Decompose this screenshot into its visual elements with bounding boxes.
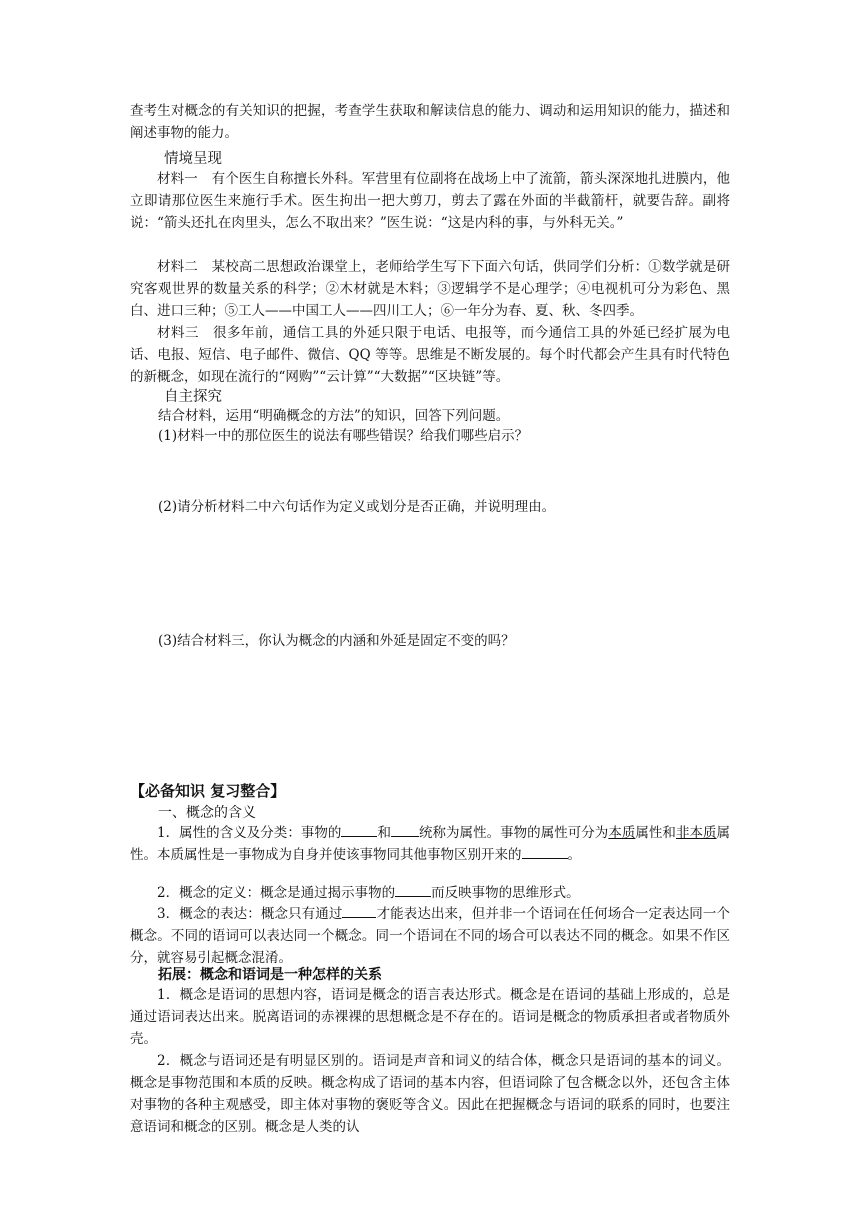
material-1-text: 有个医生自称擅长外科。军营里有位副将在战场上中了流箭，箭头深深地扎进膜内，他立即请那位医生来施行手术。医生拘出一把大剪刀，剪去了露在外面的半截箭杆，就要告辞。副将说：“箭头还扎在肉里头，怎么不取出来？”医生说：“这是内科的事，与外科无关。”: [130, 171, 731, 231]
material-3-label: 材料三: [157, 325, 199, 341]
item3-text-a: 3．概念的表达：概念只有通过: [157, 906, 343, 922]
knowledge-item-1: [130, 822, 730, 866]
blank-1c[interactable]: [522, 844, 568, 859]
item2-text-a: 2．概念的定义：概念是通过揭示事物的: [157, 885, 396, 901]
explore-prompt: 结合材料，运用“明确概念的方法”的知识，回答下列问题。: [158, 408, 510, 424]
knowledge-item-3: [130, 903, 730, 969]
material-2: [130, 256, 730, 322]
knowledge-item-2: [130, 882, 730, 904]
material-2-text: 某校高二思想政治课堂上，老师给学生写下下面六句话，供同学们分析：①数学就是研究客观世界的数量关系的科学；②木材就是木料；③逻辑学不是心理学；④电视机可分为彩色、黑白、进口三种；⑤工人——中国工人——四川工人；⑥一年分为春、夏、秋、冬四季。: [130, 259, 731, 319]
item1-essential: 本质: [608, 825, 636, 841]
blank-1a[interactable]: [341, 822, 377, 837]
material-1: [130, 168, 730, 234]
item1-text-c: 统称为属性。事物的属性可分为: [418, 825, 609, 841]
item3-text-b: 才能表达出来，但并非一个语词在任何场合一定表达同一个概念。不同的语词可以表达同一个概念。同一个语词在不同的场合可以表达不同的概念。如果不作区分，就容易引起概念混淆。: [130, 906, 731, 966]
item1-text-b: 和: [377, 825, 391, 841]
blank-1b[interactable]: [391, 822, 419, 837]
extension-heading: 拓展：概念和语词是一种怎样的关系: [158, 967, 382, 983]
material-2-label: 材料二: [157, 259, 198, 275]
question-2: (2)请分析材料二中六句话作为定义或划分是否正确，并说明理由。: [158, 499, 556, 515]
section-1-heading: 一、概念的含义: [158, 805, 256, 821]
item1-text-f: 。: [567, 847, 581, 863]
material-3-text: 很多年前，通信工具的外延只限于电话、电报等，而今通信工具的外延已经扩展为电话、电报、短信、电子邮件、微信、QQ 等等。思维是不断发展的。每个时代都会产生具有时代特色的新概念，如现在流行的“网购”“云计算”“大数据”“区块链”等。: [130, 325, 731, 385]
item1-text-e: 属性。本质属性是一事物成为自身并使该事物同其他事物区别开来的: [130, 825, 731, 863]
blank-2[interactable]: [395, 882, 431, 897]
question-1: (1)材料一中的那位医生的说法有哪些错误？给我们哪些启示？: [158, 428, 529, 444]
item1-text-d: 属性和: [635, 825, 676, 841]
item1-nonessential: 非本质: [675, 825, 717, 841]
extension-paragraph-2: 2．概念与语词还是有明显区别的。语词是声音和词义的结合体，概念只是语词的基本的词义。概念是事物范围和本质的反映。概念构成了语词的基本内容，但语词除了包含概念以外，还包含主体对事物的各种主观感受，即主体对事物的褒贬等含义。因此在把握概念与语词的联系的同时，也要注意语词和概念的区别。概念是人类的认: [130, 1053, 730, 1135]
item1-text-a: 1．属性的含义及分类：事物的: [157, 825, 342, 841]
knowledge-heading: 【必备知识 复习整合】: [130, 782, 286, 800]
situation-heading: 情境呈现: [164, 151, 222, 167]
material-1-label: 材料一: [157, 171, 198, 187]
extension-paragraph-1: 1．概念是语词的思想内容，语词是概念的语言表达形式。概念是在语词的基础上形成的，总是通过语词表达出来。脱离语词的赤裸裸的思想概念是不存在的。语词是概念的物质承担者或者物质外壳。: [130, 987, 730, 1047]
question-3: (3)结合材料三，你认为概念的内涵和外延是固定不变的吗？: [158, 633, 515, 649]
item2-text-b: 而反映事物的思维形式。: [431, 885, 580, 901]
blank-3[interactable]: [342, 903, 376, 918]
intro-paragraph: 查考生对概念的有关知识的把握，考查学生获取和解读信息的能力、调动和运用知识的能力，描述和阐述事物的能力。: [130, 103, 730, 141]
material-3: [130, 322, 730, 388]
explore-heading: 自主探究: [164, 389, 222, 405]
